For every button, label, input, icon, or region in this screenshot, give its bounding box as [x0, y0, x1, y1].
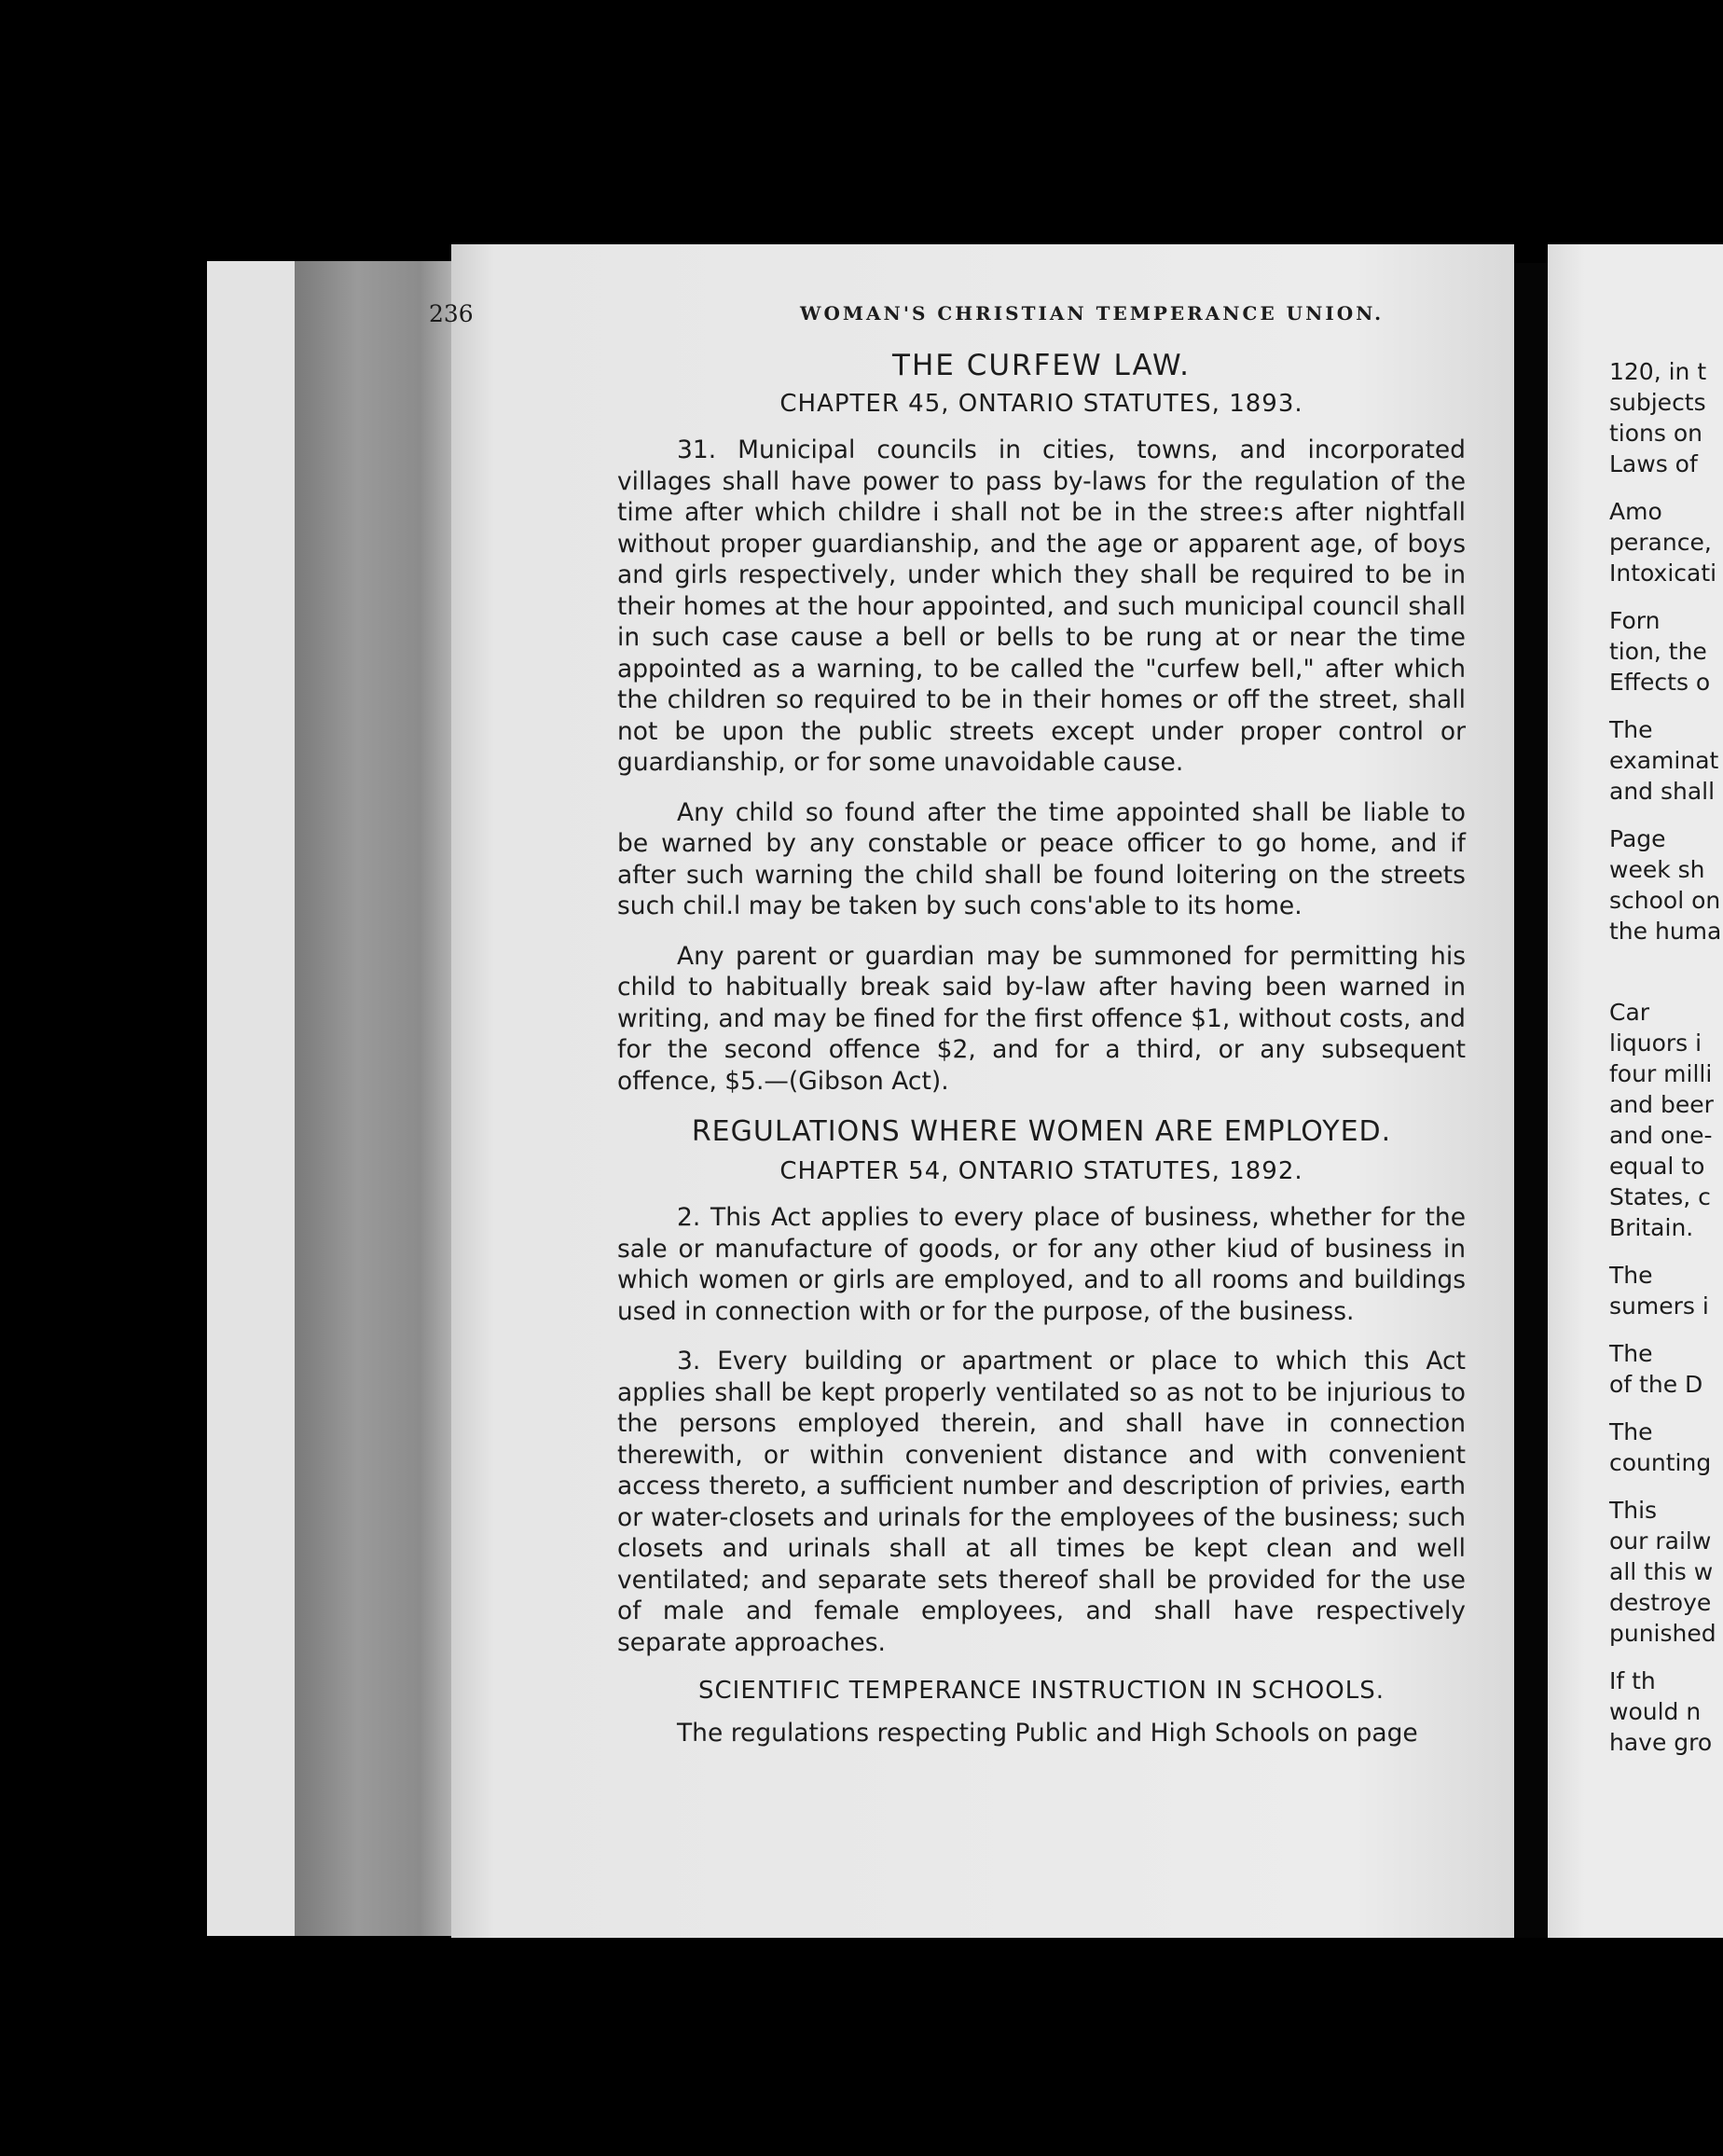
right-page-line: The	[1609, 716, 1653, 743]
right-page-line: would n	[1609, 1698, 1702, 1725]
right-page-line: liquors i	[1609, 1030, 1702, 1057]
right-page-line: Effects o	[1609, 669, 1711, 696]
right-page-gap	[1609, 479, 1723, 496]
right-page-gap	[1609, 1649, 1723, 1665]
right-page-gap	[1609, 947, 1723, 963]
scientific-title: SCIENTIFIC TEMPERANCE INSTRUCTION IN SCHOOLS.	[698, 1677, 1385, 1705]
curfew-title: THE CURFEW LAW.	[892, 349, 1191, 382]
curfew-paragraph: Any child so found after the time appointed shall be liable to be warned by any constable or peace officer to go home, and if after such warning the child shall be found loitering on the streets such chil.l may be taken by such cons'able to its home.	[617, 797, 1466, 920]
right-page-line: equal to	[1609, 1153, 1705, 1180]
spine-shadow	[295, 261, 451, 1936]
right-page-line: 120, in t	[1609, 358, 1707, 385]
right-page-line: and beer	[1609, 1091, 1714, 1118]
right-page-line: have gro	[1609, 1729, 1713, 1756]
right-page-gap	[1609, 1243, 1723, 1260]
curfew-chapter: CHAPTER 45, ONTARIO STATUTES, 1893.	[779, 390, 1303, 418]
page-number: 236	[429, 300, 474, 327]
running-title: WOMAN'S CHRISTIAN TEMPERANCE UNION.	[800, 302, 1385, 325]
women-paragraph: 3. Every building or apartment or place to which this Act applies shall be kept properly ventilated so as not to be injurious to the persons employed therein, and shall have in connection therewith, or within convenient distance and with convenient access thereto, a sufficient number and description of privies, earth or water-closets and urinals for the employees of the business; such closets and urinals shall at all times be kept clean and well ventilated; and separate sets thereof shall be provided for the use of male and female employees, and shall have respectively separate approaches.	[617, 1347, 1466, 1657]
right-page-line: destroye	[1609, 1589, 1712, 1616]
right-page-line: perance,	[1609, 529, 1712, 556]
left-page-text	[617, 345, 1466, 1768]
right-page-line: Laws of	[1609, 450, 1698, 477]
right-page-gap	[1609, 1478, 1723, 1495]
right-page-line: examinat	[1609, 747, 1719, 774]
right-page-line: The	[1609, 1262, 1653, 1289]
running-head	[429, 300, 1482, 338]
right-page-line: the huma	[1609, 918, 1722, 945]
right-page-line: Car	[1609, 999, 1650, 1026]
right-page-line: Britain.	[1609, 1214, 1694, 1241]
right-page-line: week sh	[1609, 856, 1705, 883]
scientific-paragraph: The regulations respecting Public and High Schools on page	[677, 1719, 1418, 1748]
women-title: REGULATIONS WHERE WOMEN ARE EMPLOYED.	[691, 1115, 1392, 1148]
right-page-line: school on	[1609, 887, 1721, 914]
women-chapter: CHAPTER 54, ONTARIO STATUTES, 1892.	[779, 1157, 1303, 1185]
right-page-line: and one-	[1609, 1122, 1713, 1149]
right-page-line: The	[1609, 1418, 1653, 1445]
curfew-paragraph: Any parent or guardian may be summoned for permitting his child to habitually break said by-law after having been warned in writing, and may be fined for the first offence $1, without costs, and for the second offence $2, and for a third, or any subsequent offence, $5.—(Gibson Act).	[617, 941, 1466, 1096]
right-page-line: This	[1609, 1497, 1658, 1524]
right-page-line: sumers i	[1609, 1292, 1709, 1320]
right-page-line: If th	[1609, 1667, 1656, 1694]
right-page-line: punished	[1609, 1620, 1716, 1647]
right-page-line: Amo	[1609, 498, 1662, 525]
right-page-gap	[1609, 1321, 1723, 1338]
right-page-line: tion, the	[1609, 638, 1707, 665]
right-page-line: Intoxicati	[1609, 560, 1717, 587]
right-page-line: States, c	[1609, 1183, 1711, 1210]
right-page-line: Page	[1609, 825, 1666, 852]
women-paragraph: 2. This Act applies to every place of business, whether for the sale or manufacture of goods, or for any other kiud of business in which women or girls are employed, and to all rooms and buildings used in connection with or for the purpose, of the business.	[617, 1203, 1466, 1326]
right-page-line: and shall	[1609, 778, 1716, 805]
right-page-line: subjects	[1609, 389, 1706, 416]
right-page-gap	[1609, 807, 1723, 823]
right-page-gap	[1609, 1400, 1723, 1417]
right-page-line: of the D	[1609, 1371, 1703, 1398]
right-page-line: The	[1609, 1340, 1653, 1367]
right-page-text	[1609, 356, 1723, 1758]
right-page-line: tions on	[1609, 420, 1702, 447]
right-page-gap	[1609, 963, 1723, 980]
right-page-line: all this w	[1609, 1558, 1714, 1585]
right-page-line: four milli	[1609, 1060, 1713, 1087]
right-page-gap	[1609, 698, 1723, 714]
right-page-gap	[1609, 588, 1723, 605]
right-page-gap	[1609, 980, 1723, 997]
right-page-line: counting	[1609, 1449, 1712, 1476]
right-page-line: Forn	[1609, 607, 1661, 634]
curfew-paragraph: 31. Municipal councils in cities, towns, and incorporated villages shall have power to pass by-laws for the regulation of the time after which childre i shall not be in the stree:s after nightfall without proper guardianship, and the age or apparent age, of boys and girls respectively, under which they shall be required to be in their homes at the hour appointed, and such municipal council shall in such case cause a bell or bells to be rung at or near the time appointed as a warning, to be called the "curfew bell," after which the children so required to be in their homes or off the street, shall not be upon the public streets except under proper control or guardianship, or for some unavoidable cause.	[617, 435, 1466, 777]
right-page-line: our railw	[1609, 1527, 1712, 1555]
